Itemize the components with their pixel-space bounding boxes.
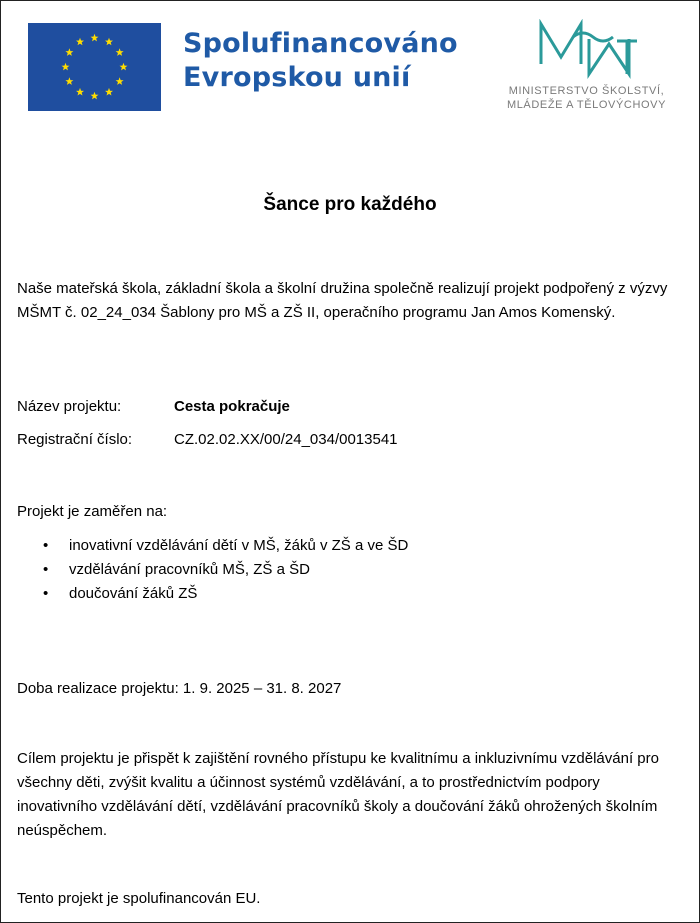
focus-list [17,534,408,606]
goal-paragraph: Cílem projektu je přispět k zajištění rovného přístupu ke kvalitnímu a inkluzivnímu vzdělávání pro všechny děti, zvýšit kvalitu a účinnost systémů vzdělávání, a to prostřednictvím podpory inovativního vzdělávání dětí, vzdělávání pracovníků školy a doučování žáků ohrožených školním neúspěchem. [17,750,659,839]
eu-cofunded-text [183,27,458,95]
registration-value: CZ.02.02.XX/00/24_034/0013541 [174,431,398,448]
msmt-text-line1: MINISTERSTVO ŠKOLSTVÍ, [508,85,665,97]
focus-heading: Projekt je zaměřen na: [17,503,168,520]
intro-paragraph: Naše mateřská škola, základní škola a školní družina společně realizují projekt podpořený z výzvy MŠMT č. 02_24_034 Šablony pro MŠ a ZŠ II, operačního programu Jan Amos Komenský. [17,280,668,321]
msmt-text-line2: MLÁDEŽE A TĚLOVÝCHOVY [506,99,667,111]
duration-text: Doba realizace projektu: 1. 9. 2025 – 31. 8. 2027 [17,680,342,697]
list-item: • doučování žáků ZŠ [17,582,408,606]
list-item: • inovativní vzdělávání dětí v MŠ, žáků v ZŠ a ve ŠD [17,534,408,558]
eu-text-line1: Spolufinancováno [183,28,458,59]
footer-text: Tento projekt je spolufinancován EU. [17,890,261,907]
list-item: • vzdělávání pracovníků MŠ, ZŠ a ŠD [17,558,408,582]
msmt-logo-icon [489,19,684,79]
registration-label: Registrační číslo: [17,431,133,448]
registration-row [17,431,398,448]
project-name-row [17,398,290,415]
project-name-value: Cesta pokračuje [174,398,290,415]
document-title: Šance pro každého [263,194,437,215]
project-name-label: Název projektu: [17,398,122,415]
eu-text-line2: Evropskou unií [183,62,411,93]
msmt-logo [489,19,684,114]
eu-flag-icon [28,23,161,111]
eu-flag-logo [28,23,161,111]
